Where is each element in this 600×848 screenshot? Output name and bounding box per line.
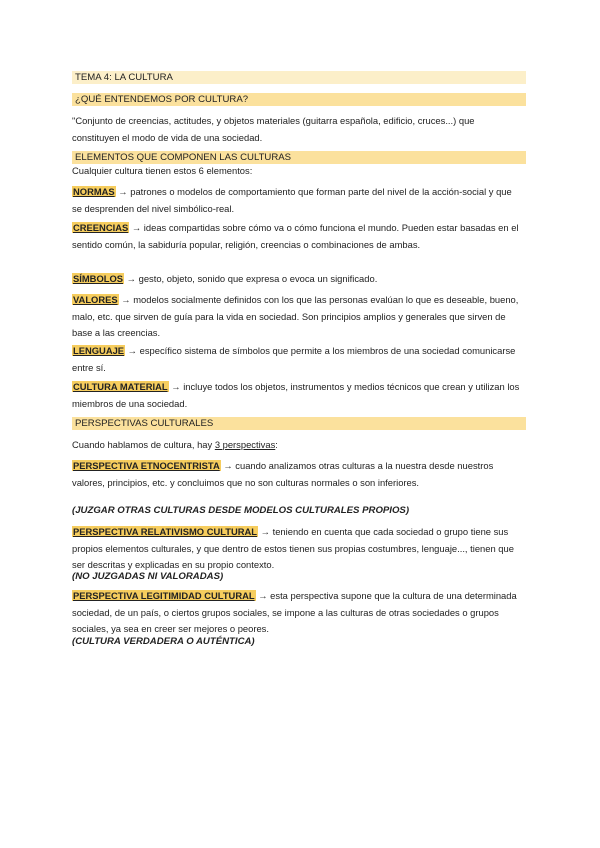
perspective-note: (JUZGAR OTRAS CULTURAS DESDE MODELOS CULTURALES PROPIOS) — [72, 505, 410, 516]
element-description: → específico sistema de símbolos que permite a los miembros de una sociedad comunicarse entre sí. — [72, 345, 516, 373]
element-description: → ideas compartidas sobre cómo va o cómo funciona el mundo. Pueden estar basadas en el sentido común, la sabiduría popular, religión, creencias o combinaciones de ambas. — [72, 222, 519, 250]
page-title: TEMA 4: LA CULTURA — [72, 71, 526, 84]
perspectives-count: 3 perspectivas — [214, 439, 276, 450]
element-description: → patrones o modelos de comportamiento que forman parte del nivel de la acción-social y que se desprenden del nivel simbólico-real. — [72, 186, 512, 214]
definition-paragraph: "Conjunto de creencias, actitudes, y objetos materiales (guitarra española, edificio, cruces...) que constituyen el modo de vida de una sociedad. — [72, 115, 475, 143]
element-term: LENGUAJE — [73, 345, 125, 356]
element-item — [72, 184, 524, 217]
element-item — [72, 220, 524, 253]
section-heading-culture: ¿QUÉ ENTENDEMOS POR CULTURA? — [72, 93, 526, 106]
element-item — [72, 292, 524, 342]
element-term: NORMAS — [73, 186, 115, 197]
elements-intro: Cualquier cultura tienen estos 6 elementos: — [72, 165, 253, 176]
element-description: → gesto, objeto, sonido que expresa o evoca un significado. — [124, 273, 378, 284]
element-term: CREENCIAS — [73, 222, 129, 233]
element-term: VALORES — [73, 294, 118, 305]
element-item — [72, 271, 524, 288]
perspectives-intro: Cuando hablamos de cultura, hay 3 perspectivas: — [72, 439, 278, 450]
perspective-term: PERSPECTIVA LEGITIMIDAD CULTURAL — [73, 590, 255, 601]
element-term: CULTURA MATERIAL — [73, 381, 168, 392]
section-heading-perspectives: PERSPECTIVAS CULTURALES — [72, 417, 526, 430]
perspective-item — [72, 458, 524, 491]
element-term: SÍMBOLOS — [73, 273, 124, 284]
section-heading-elements: ELEMENTOS QUE COMPONEN LAS CULTURAS — [72, 151, 526, 164]
perspective-term: PERSPECTIVA ETNOCENTRISTA — [73, 460, 220, 471]
element-item — [72, 379, 524, 412]
perspective-term: PERSPECTIVA RELATIVISMO CULTURAL — [73, 526, 258, 537]
perspective-description: → teniendo en cuenta que cada sociedad o grupo tiene sus propios elementos culturales, y que dentro de estos tienen sus propias costumbres, lenguaje..., tienen que ser descritas y explicadas en su propio contexto. — [72, 526, 514, 570]
perspective-note: (CULTURA VERDADERA O AUTÉNTICA) — [72, 636, 255, 647]
element-description: → incluye todos los objetos, instrumentos y medios técnicos que crean y utilizan los miembros de una sociedad. — [72, 381, 520, 409]
element-description: → modelos socialmente definidos con los que las personas evalúan lo que es deseable, bueno, malo, etc. que sirven de guía para la vida en sociedad. Son principios amplios y generales que sirven de base a las creencias. — [72, 294, 519, 338]
perspective-note: (NO JUZGADAS NI VALORADAS) — [72, 571, 224, 582]
perspective-item — [72, 524, 524, 574]
perspective-description: → cuando analizamos otras culturas a la nuestra desde nuestros valores, principios, etc. y concluimos que no son culturas normales o son inferiores. — [72, 460, 494, 488]
perspective-description: → esta perspectiva supone que la cultura de una determinada sociedad, de un país, o ciertos grupos sociales, se impone a las culturas de otras sociedades o grupos sociales, ya sea en creer ser mejores o peores. — [72, 590, 517, 634]
element-item — [72, 343, 524, 376]
perspective-item — [72, 588, 524, 638]
